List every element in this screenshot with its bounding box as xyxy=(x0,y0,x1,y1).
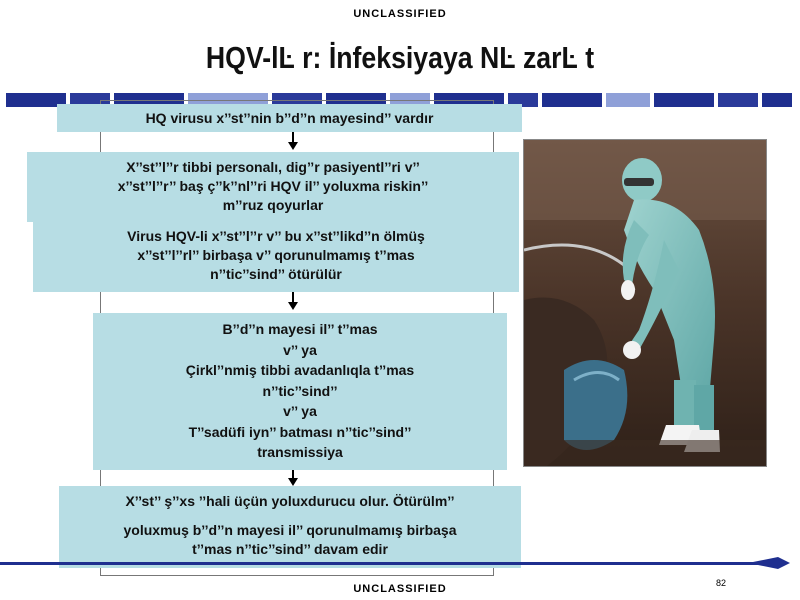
slide-title: HQV-lĿ r: İnfeksiyaya NĿ zarĿ t xyxy=(205,40,595,75)
classification-footer: UNCLASSIFIED xyxy=(353,583,447,595)
flow-box-3-line-1: Virus HQV-li x’’st’’l’’r v’’ bu x’’st’’likd’’n ölmüş xyxy=(127,228,425,244)
flow-box-1 xyxy=(57,104,522,132)
bottom-arrow-icon xyxy=(748,554,792,572)
flow-arrow-1 xyxy=(292,132,294,144)
flow-arrow-3 xyxy=(292,470,294,480)
flow-box-4-line-3: Çirkl’’nmiş tibbi avadanlıqla t’’mas xyxy=(185,362,415,378)
flow-box-4-line-2: v’’ ya xyxy=(283,341,317,358)
flow-box-3-line-2: x’’st’’l’’rl’’ birbaşa v’’ qorunulmamış t’’mas xyxy=(137,247,415,263)
healthcare-worker-photo xyxy=(523,139,767,467)
flow-box-5-line-3: t’’mas n’’tic’’sind’’ davam edir xyxy=(192,541,388,557)
flow-box-4 xyxy=(93,313,507,470)
flow-box-4-line-5: v’’ ya xyxy=(283,403,317,419)
flow-box-4-line-4: n’’tic’’sind’’ xyxy=(262,382,338,399)
classification-header: UNCLASSIFIED xyxy=(353,8,447,20)
flow-box-4-line-7: transmissiya xyxy=(257,444,343,460)
flow-box-2-line-3: m’’ruz qoyurlar xyxy=(222,197,324,213)
flow-box-3-line-3: n’’tic’’sind’’ ötürülür xyxy=(210,266,342,282)
flow-box-3 xyxy=(33,222,519,292)
flow-arrow-2 xyxy=(292,292,294,304)
flow-box-2-line-2: x’’st’’l’’r’’ baş ç’’k’’nl’’ri HQV il’’ yoluxma riskin’’ xyxy=(117,178,429,194)
flow-box-5 xyxy=(59,486,521,568)
page-number: 82 xyxy=(716,578,727,588)
bottom-rule xyxy=(0,562,770,565)
flow-box-2 xyxy=(27,152,519,222)
flow-box-1-text: HQ virusu x’’st’’nin b’’d’’n mayesind’’ vardır xyxy=(145,110,434,126)
flow-box-5-line-2: yoluxmuş b’’d’’n mayesi il’’ qorunulmamış birbaşa xyxy=(123,522,457,538)
flow-box-4-line-1: B’’d’’n mayesi il’’ t’’mas xyxy=(222,321,378,337)
flow-box-4-line-6: T’’sadüfi iyn’’ batması n’’tic’’sind’’ xyxy=(188,423,412,440)
flow-box-5-line-1: X’’st’’ ş’’xs ’’hali üçün yoluxdurucu olur. Ötürülm’’ xyxy=(125,493,455,509)
flow-box-2-line-1: X’’st’’l’’r tibbi personalı, dig’’r pasiyentl’’ri v’’ xyxy=(126,159,420,175)
